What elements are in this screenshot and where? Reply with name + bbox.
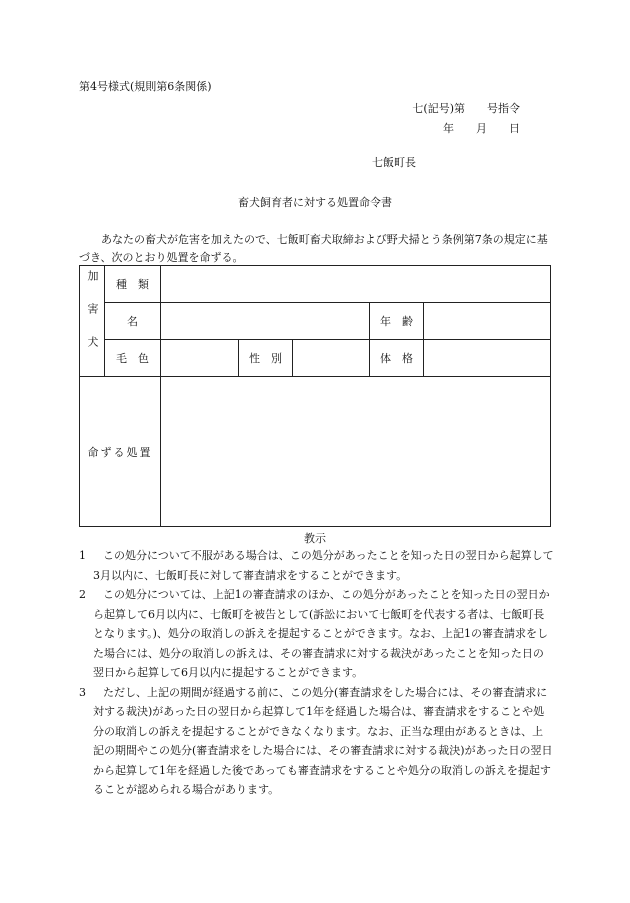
notice-item-number: 1: [79, 549, 86, 562]
notice-item-text: この処分について不服がある場合は、この処分があったことを知った日の翌日から起算して3月以内に、七飯町長に対して審査請求をすることができます。: [93, 549, 554, 582]
notice-item: [79, 546, 554, 585]
name-field[interactable]: [161, 303, 370, 340]
date-line: 年 月 日: [443, 122, 520, 135]
ordered-measures-label: 命ずる処置: [80, 377, 161, 527]
build-label: 体 格: [370, 340, 424, 377]
notice-item-number: 2: [79, 588, 86, 601]
ordered-measures-field[interactable]: [161, 377, 551, 527]
coat-color-label: 毛 色: [105, 340, 161, 377]
notice-item-text: この処分については、上記1の審査請求のほか、この処分があったことを知った日の翌日から起算して6月以内に、七飯町を被告として(訴訟において七飯町を代表する者は、七飯町長となります。)、処分の取消しの訴えを提起することができます。なお、上記1の審査請求をした場合には、処分の取消しの訴えは、その審査請求に対する裁決があったことを知った日の翌日から起算して6月以内に提起することができます。: [93, 588, 550, 679]
kind-label: 種 類: [105, 266, 161, 303]
form-number-label: 第4号様式(規則第6条関係): [79, 80, 212, 93]
dog-info-table: [79, 265, 551, 527]
issuer-name: 七飯町長: [372, 156, 416, 169]
notice-item: [79, 585, 554, 683]
notice-item-number: 3: [79, 685, 86, 699]
notice-heading: 教示: [304, 532, 326, 545]
document-title: 畜犬飼育者に対する処置命令書: [238, 196, 392, 209]
notice-item: [79, 683, 554, 800]
intro-paragraph: あなたの畜犬が危害を加えたので、七飯町畜犬取締および野犬掃とう条例第7条の規定に基づき、次のとおり処置を命ずる。: [79, 233, 548, 264]
notice-list: [79, 546, 554, 800]
name-label: 名: [105, 303, 161, 340]
age-field[interactable]: [424, 303, 551, 340]
build-field[interactable]: [424, 340, 551, 377]
coat-color-field[interactable]: [161, 340, 239, 377]
offending-dog-side-label: 加害犬: [80, 266, 105, 377]
reference-number: 七(記号)第 号指令: [412, 102, 520, 115]
notice-item-text: ただし、上記の期間が経過する前に、この処分(審査請求をした場合には、その審査請求に対する裁決)があった日の翌日から起算して1年を経過した場合は、審査請求をすることや処分の取消しの訴えを提起することができなくなります。なお、正当な理由があるときは、上記の期間やこの処分(審査請求をした場合には、その審査請求に対する裁決)があった日の翌日から起算して1年を経過した後であっても審査請求をすることや処分の取消しの訴えを提起することが認められる場合があります。: [93, 685, 553, 796]
age-label: 年 齢: [370, 303, 424, 340]
kind-field[interactable]: [161, 266, 551, 303]
sex-field[interactable]: [293, 340, 370, 377]
sex-label: 性 別: [239, 340, 293, 377]
